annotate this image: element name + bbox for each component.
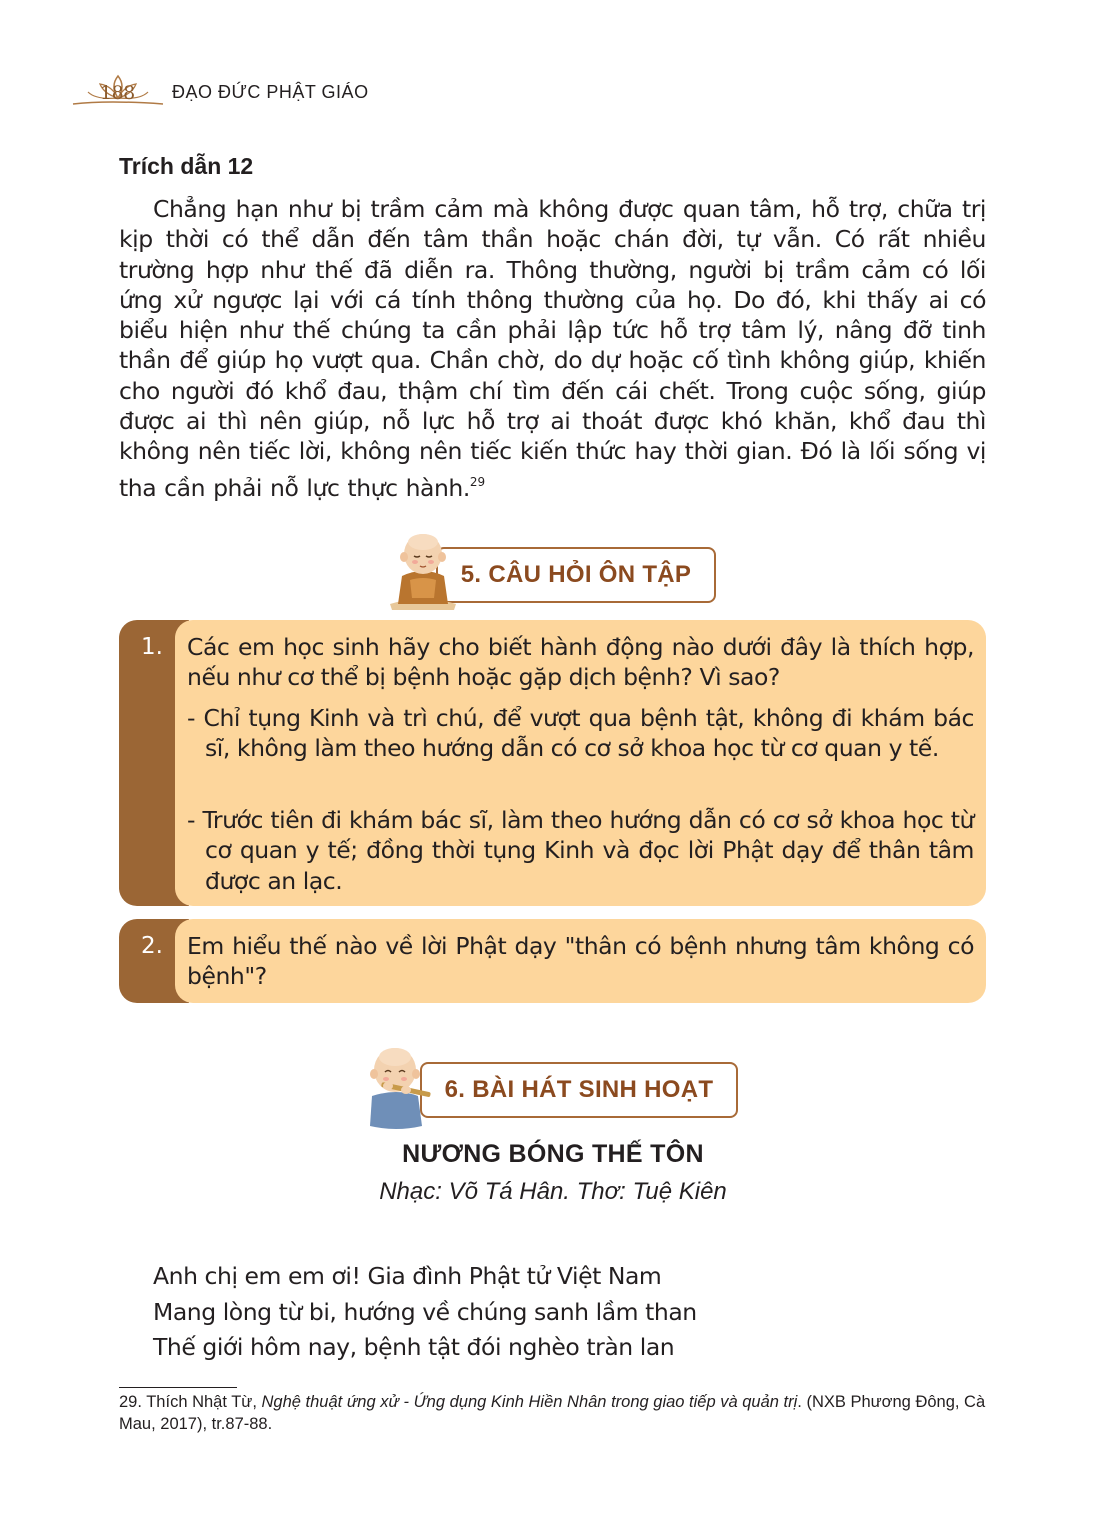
review-section-banner [388,524,718,612]
book-title: ĐẠO ĐỨC PHẬT GIÁO [172,82,369,102]
quote-body [119,194,986,503]
song-title: NƯƠNG BÓNG THẾ TÔN [402,1140,704,1168]
footnote-author: 29. Thích Nhật Từ, [119,1393,262,1411]
song-section-title: 6. BÀI HÁT SINH HOẠT [444,1076,714,1103]
question-card-2 [119,919,986,1003]
footnote-ref: 29 [469,474,486,489]
review-section-title-box [436,547,716,603]
page-number: 188 [100,82,135,104]
lyric-line: Anh chị em em ơi! Gia đình Phật tử Việt Nam [153,1262,662,1290]
question-option: - Chỉ tụng Kinh và trì chú, để vượt qua bệnh tật, không đi khám bác sĩ, không làm theo hướng dẫn có cơ sở khoa học từ cơ quan y tế. [187,704,974,763]
footnote [119,1391,989,1435]
quote-heading: Trích dẫn 12 [119,153,254,179]
song-section-banner [362,1038,740,1132]
footnote-work-title: Nghệ thuật ứng xử - Ứng dụng Kinh Hiền Nhân trong giao tiếp và quản trị [261,1393,798,1411]
question-card-1 [119,620,986,906]
song-section-title-box [420,1062,738,1118]
question-text: Các em học sinh hãy cho biết hành động nào dưới đây là thích hợp, nếu như cơ thể bị bệnh hoặc gặp dịch bệnh? Vì sao? [187,633,974,692]
monk-flute-icon [362,1038,442,1132]
footnote-publisher: . (NXB Phương Đông, Cà Mau, 2017), tr.87-88. [119,1393,986,1433]
footnote-divider [119,1387,237,1388]
lyric-line: Thế giới hôm nay, bệnh tật đói nghèo tràn lan [153,1333,675,1361]
monk-reading-icon [388,524,458,612]
question-option: - Trước tiên đi khám bác sĩ, làm theo hướng dẫn có cơ sở khoa học từ cơ quan y tế; đồng thời tụng Kinh và đọc lời Phật dạy để thân tâm được an lạc. [187,806,974,895]
review-section-title: 5. CÂU HỎI ÔN TẬP [460,561,692,588]
question-number: 1. [141,634,163,660]
song-credit: Nhạc: Võ Tá Hân. Thơ: Tuệ Kiên [379,1178,727,1205]
page-header [68,70,388,110]
quote-text: Chẳng hạn như bị trầm cảm mà không được quan tâm, hỗ trợ, chữa trị kịp thời có thể dẫn đến tâm thần hoặc chán đời, tự vẫn. Có rất nhiều trường hợp như thế đã diễn ra. Thông thường, người bị trầm cảm có lối ứng xử ngược lại với cá tính thông thường của họ. Do đó, khi thấy ai có biểu hiện như thế chúng ta cần phải lập tức hỗ trợ tâm lý, nâng đỡ tinh thần để giúp họ vượt qua. Chần chờ, do dự hoặc cố tình không giúp, khiến cho người đó khổ đau, thậm chí tìm đến cái chết. Trong cuộc sống, giúp được ai thì nên giúp, nỗ lực hỗ trợ ai thoát được khó khăn, khổ đau thì không nên tiếc lời, không nên tiếc kiến thức hay thời gian. Đó là lối sống vị tha cần phải nỗ lực thực hành. [119,195,986,502]
question-number: 2. [141,933,163,959]
question-text: Em hiểu thế nào về lời Phật dạy "thân có bệnh nhưng tâm không có bệnh"? [187,932,974,991]
lyric-line: Mang lòng từ bi, hướng về chúng sanh lầm than [153,1298,697,1326]
